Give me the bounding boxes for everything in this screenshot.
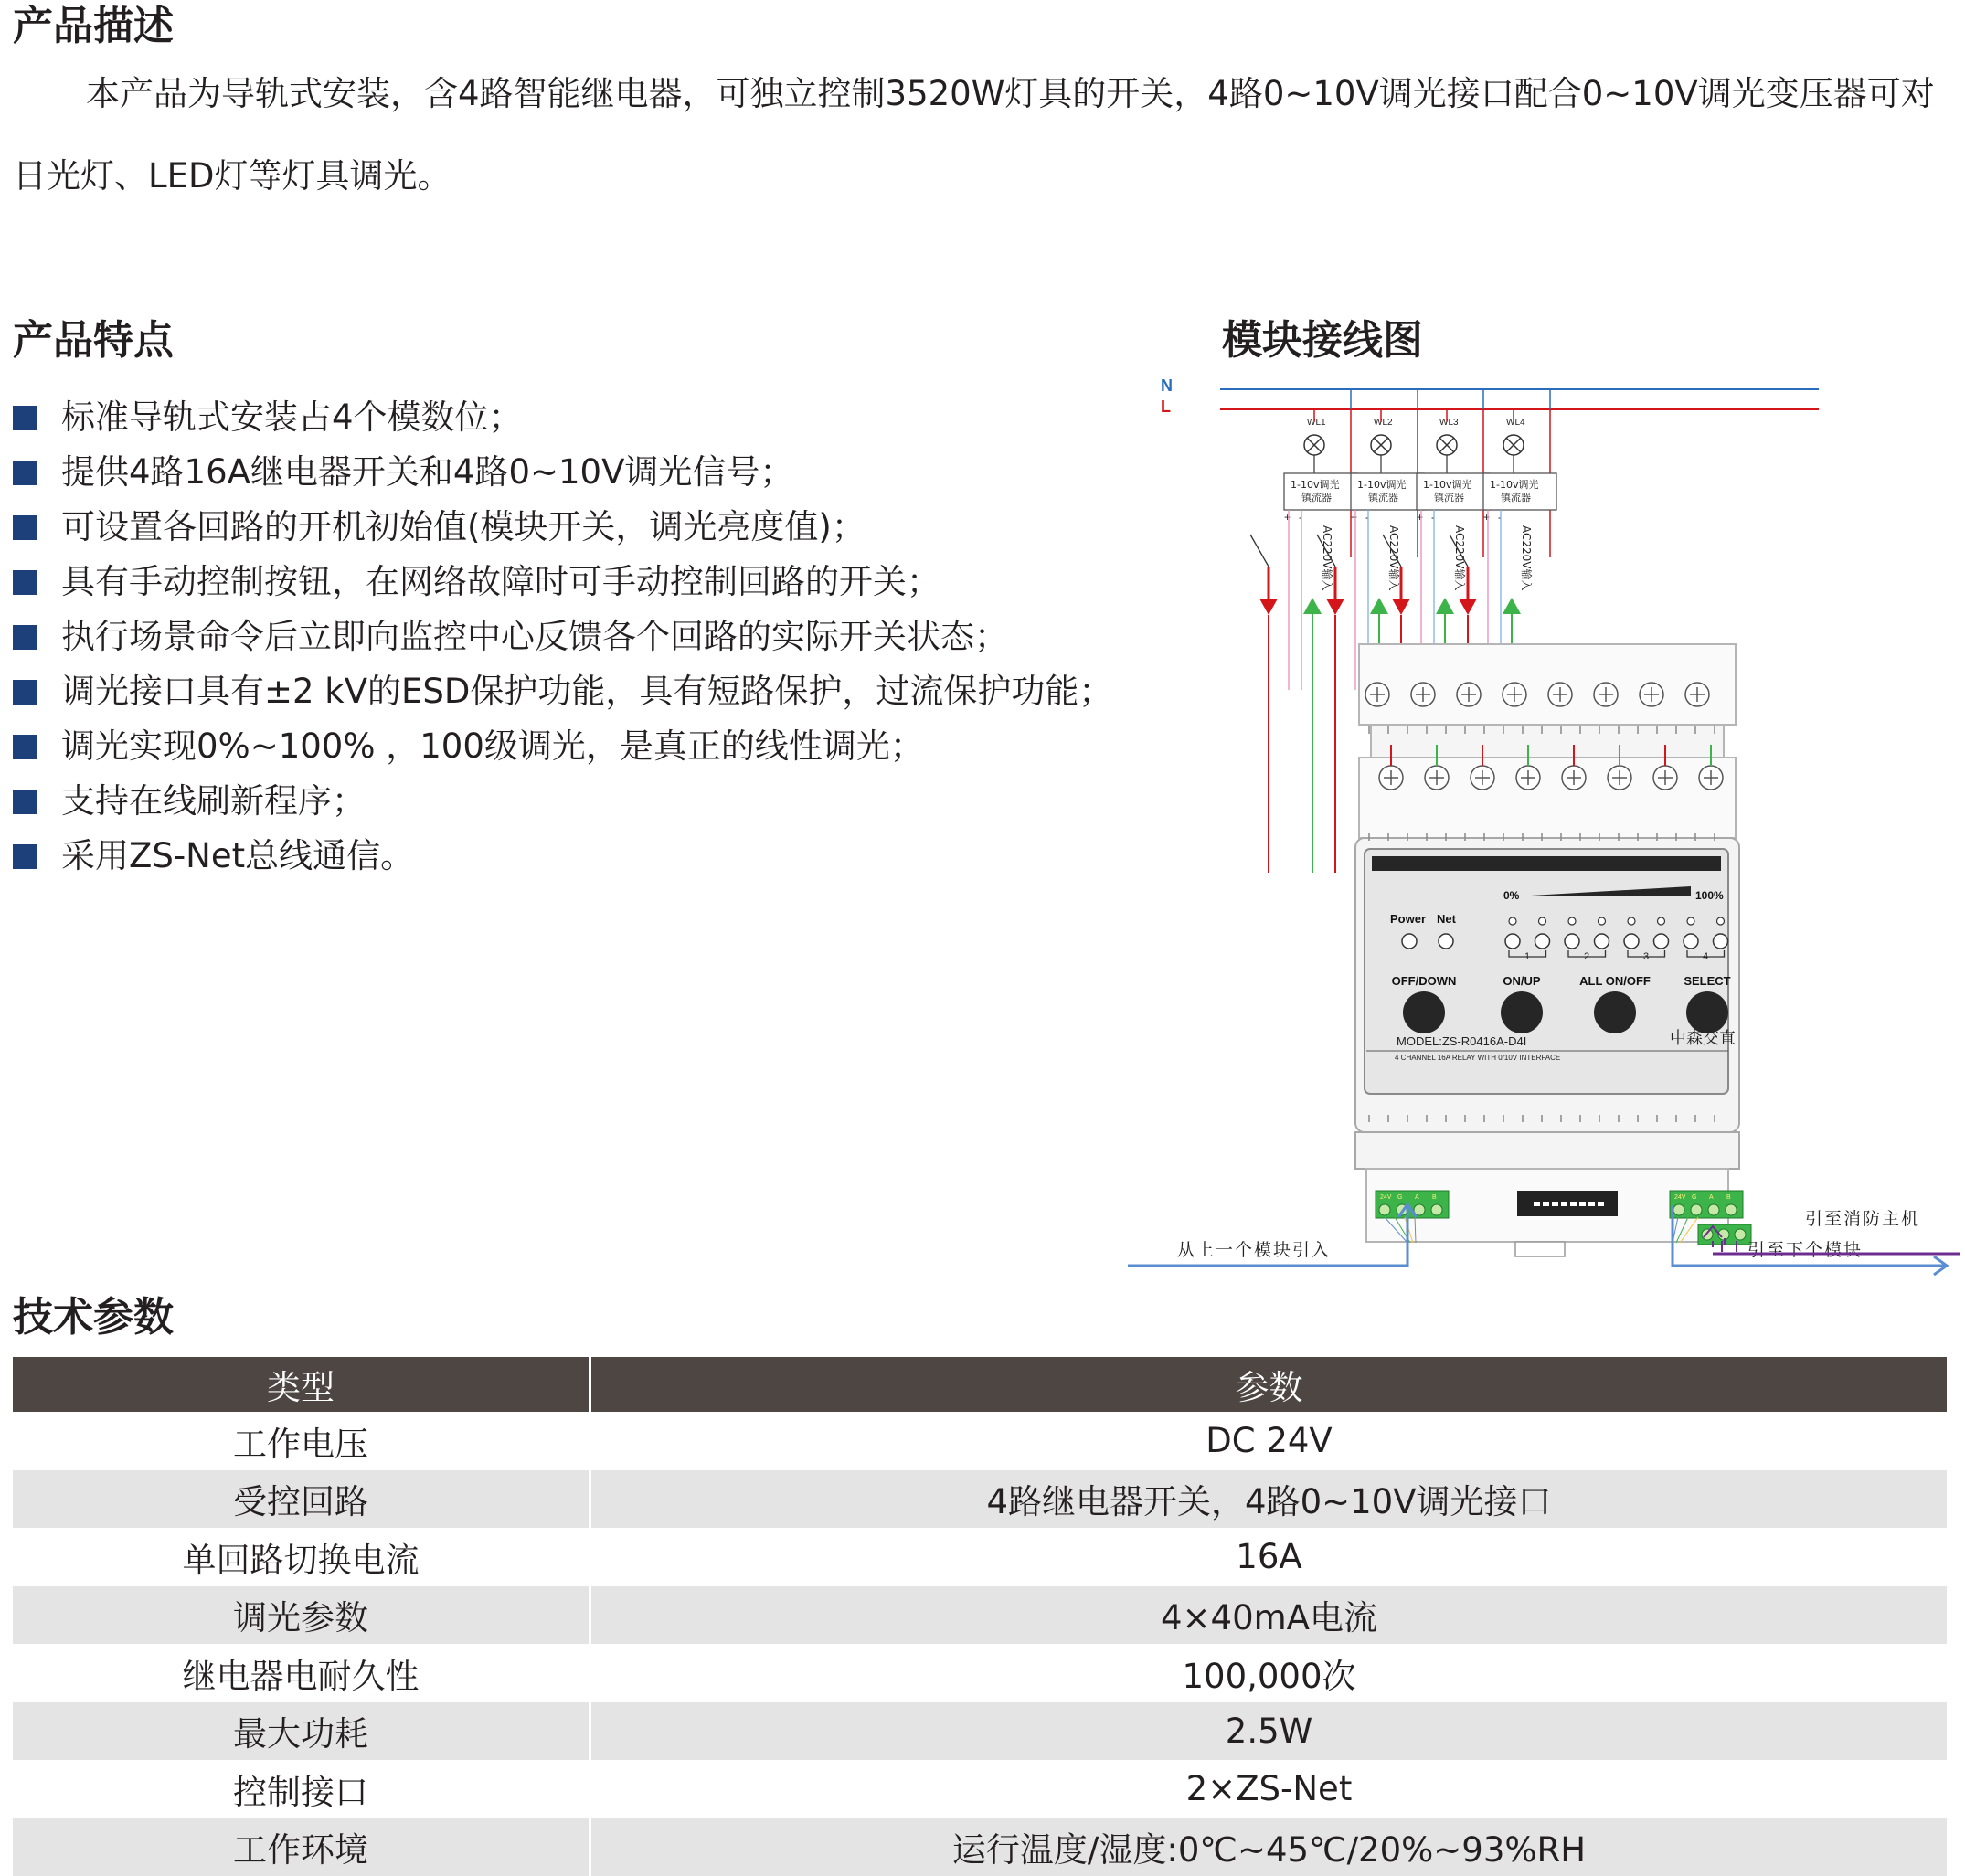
feature-item: 采用ZS-Net总线通信。 [13, 829, 1112, 884]
button-label: OFF/DOWN [1392, 974, 1457, 988]
feature-item: 执行场景命令后立即向监控中心反馈各个回路的实际开关状态； [13, 609, 1112, 664]
screw-icon [1735, 1229, 1746, 1240]
level-led [1509, 917, 1516, 925]
dip-position [1579, 1202, 1586, 1206]
bus-pin-label: G [1692, 1194, 1696, 1201]
up-arrow-icon [1436, 598, 1454, 614]
brand-label: 中森交直 [1670, 1029, 1736, 1048]
table-row: 单回路切换电流 16A [13, 1528, 1947, 1586]
load-circuit [1250, 389, 1357, 873]
pct-high-label: 100% [1695, 889, 1724, 902]
bus-pin-label: A [1709, 1194, 1714, 1201]
square-bullet-icon [13, 844, 37, 869]
dip-position [1588, 1202, 1595, 1206]
ballast-label: 镇流器 [1368, 491, 1398, 503]
plus-mark: + [1417, 511, 1423, 524]
screw-icon [1379, 1204, 1390, 1215]
button-label: ALL ON/OFF [1579, 974, 1651, 988]
level-led [1599, 917, 1606, 925]
square-bullet-icon [13, 790, 37, 814]
load-label: WL2 [1374, 418, 1393, 428]
features-list [13, 390, 1112, 884]
feature-item: 提供4路16A继电器开关和4路0~10V调光信号； [13, 445, 1112, 500]
screw-icon [1691, 1204, 1702, 1215]
column-header-type: 类型 [13, 1357, 590, 1412]
dip-position [1561, 1202, 1567, 1206]
description-paragraph [13, 53, 1960, 217]
channel-number: 2 [1584, 951, 1589, 962]
down-arrow-icon [1259, 599, 1278, 615]
table-header-row [13, 1357, 1947, 1412]
channel-led [1624, 934, 1639, 949]
channel-led [1565, 934, 1579, 949]
bus-pin-label: 24V [1674, 1194, 1686, 1201]
ballast-label: 镇流器 [1501, 491, 1531, 503]
square-bullet-icon [13, 515, 37, 540]
channel-led [1654, 934, 1669, 949]
specs-heading: 技术参数 [13, 1284, 174, 1342]
from-prev-label: 从上一个模块引入 [1177, 1240, 1331, 1260]
channel-number: 3 [1643, 951, 1649, 962]
bus-pin-label: A [1415, 1194, 1419, 1201]
to-next-label: 引至下个模块 [1747, 1240, 1863, 1260]
channel-led [1684, 934, 1698, 949]
square-bullet-icon [13, 680, 37, 705]
description-heading: 产品描述 [13, 0, 174, 51]
model-label: MODEL:ZS-R0416A-D4I [1397, 1034, 1526, 1048]
square-bullet-icon [13, 625, 37, 650]
bus-terminal-right [1670, 1191, 1743, 1218]
screw-icon [1431, 1204, 1442, 1215]
table-row: 受控回路 4路继电器开关，4路0~10V调光接口 [13, 1470, 1947, 1529]
dip-position [1534, 1202, 1540, 1206]
dip-position [1570, 1202, 1577, 1206]
square-bullet-icon [13, 406, 37, 430]
load-label: WL3 [1439, 418, 1459, 428]
features-heading: 产品特点 [13, 307, 174, 366]
wiring-diagram [1106, 375, 1965, 1288]
channel-number: 1 [1524, 951, 1530, 962]
minus-mark: - [1498, 511, 1502, 524]
down-arrow-icon [1392, 599, 1410, 615]
dip-position [1543, 1202, 1549, 1206]
table-row: 继电器电耐久性 100,000次 [13, 1644, 1947, 1702]
down-arrow-icon [1326, 599, 1344, 615]
ballast-label: 1-10v调光 [1423, 478, 1471, 491]
plus-mark: + [1284, 511, 1291, 524]
table-row: 调光参数 4×40mA电流 [13, 1586, 1947, 1645]
up-arrow-icon [1503, 598, 1521, 614]
level-led [1568, 917, 1576, 925]
description-text: 本产品为导轨式安装，含4路智能继电器，可独立控制3520W灯具的开关，4路0~10V调光接口配合0~10V调光变压器可对日光灯、LED灯等灯具调光。 [13, 74, 1935, 196]
panel-button[interactable] [1403, 991, 1445, 1033]
feature-item: 可设置各回路的开机初始值(模块开关，调光亮度值)； [13, 500, 1112, 555]
square-bullet-icon [13, 461, 37, 485]
channel-led [1714, 934, 1728, 949]
minus-mark: - [1431, 511, 1435, 524]
module-base [1355, 1132, 1739, 1169]
live-label: L [1161, 397, 1171, 416]
power-led [1402, 934, 1417, 949]
dip-position [1598, 1202, 1604, 1206]
minus-mark: - [1299, 511, 1302, 524]
up-arrow-icon [1303, 598, 1322, 614]
rail-clip [1515, 1242, 1565, 1256]
diagram-heading: 模块接线图 [1222, 307, 1423, 366]
bus-pin-label: B [1726, 1194, 1731, 1201]
feature-item: 支持在线刷新程序； [13, 774, 1112, 829]
panel-button[interactable] [1686, 991, 1728, 1033]
level-led [1628, 917, 1635, 925]
feature-item: 具有手动控制按钮，在网络故障时可手动控制回路的开关； [13, 555, 1112, 609]
neutral-label: N [1161, 376, 1173, 395]
bus-pin-label: G [1397, 1194, 1402, 1201]
ballast-label: 1-10v调光 [1357, 478, 1406, 491]
plus-mark: + [1483, 511, 1490, 524]
panel-button[interactable] [1594, 991, 1636, 1033]
power-label: Power [1390, 912, 1426, 926]
feature-item: 标准导轨式安装占4个模数位； [13, 390, 1112, 445]
level-led [1687, 917, 1694, 925]
model-subtitle: 4 CHANNEL 16A RELAY WITH 0/10V INTERFACE [1395, 1054, 1560, 1062]
plus-mark: + [1351, 511, 1357, 524]
specs-table [13, 1357, 1947, 1876]
load-label: WL4 [1506, 418, 1525, 428]
square-bullet-icon [13, 735, 37, 759]
channel-number: 4 [1703, 951, 1708, 962]
ballast-label: 镇流器 [1434, 491, 1464, 503]
level-led [1717, 917, 1725, 925]
ballast-label: 镇流器 [1301, 491, 1332, 503]
table-row: 最大功耗 2.5W [13, 1702, 1947, 1761]
table-row: 工作环境 运行温度/湿度:0℃~45℃/20%~93%RH [13, 1818, 1947, 1876]
screw-icon [1726, 1204, 1737, 1215]
pct-low-label: 0% [1503, 889, 1520, 902]
channel-led [1535, 934, 1550, 949]
screw-icon [1673, 1204, 1684, 1215]
up-arrow-icon [1370, 598, 1388, 614]
panel-button[interactable] [1501, 991, 1543, 1033]
feature-item: 调光接口具有±2 kV的ESD保护功能，具有短路保护，过流保护功能； [13, 664, 1112, 719]
ballast-label: 1-10v调光 [1291, 478, 1339, 491]
channel-led [1595, 934, 1609, 949]
feature-item: 调光实现0%~100% ，100级调光，是真正的线性调光； [13, 719, 1112, 774]
to-fire-label: 引至消防主机 [1805, 1209, 1920, 1229]
ac-input-label: AC220V输入 [1520, 525, 1534, 591]
ac-input-label: AC220V输入 [1321, 525, 1334, 591]
load-label: WL1 [1307, 418, 1326, 428]
button-label: ON/UP [1503, 974, 1541, 988]
table-row: 控制接口 2×ZS-Net [13, 1760, 1947, 1818]
net-led [1439, 934, 1453, 949]
ballast-label: 1-10v调光 [1490, 478, 1538, 491]
screw-icon [1702, 1229, 1713, 1240]
square-bullet-icon [13, 570, 37, 595]
bus-pin-label: B [1432, 1194, 1437, 1201]
screw-icon [1708, 1204, 1719, 1215]
bus-terminal-left [1376, 1191, 1449, 1218]
table-row: 工作电压 DC 24V [13, 1412, 1947, 1470]
level-led [1658, 917, 1665, 925]
bus-pin-label: 24V [1380, 1194, 1392, 1201]
channel-led [1505, 934, 1520, 949]
lower-terminal-block [1359, 758, 1736, 838]
minus-mark: - [1365, 511, 1369, 524]
ac-input-label: AC220V输入 [1387, 525, 1401, 591]
level-led [1539, 917, 1546, 925]
down-arrow-icon [1459, 599, 1477, 615]
dip-position [1552, 1202, 1558, 1206]
column-header-params: 参数 [590, 1357, 1948, 1412]
button-label: SELECT [1684, 974, 1730, 988]
panel-top-strip [1372, 856, 1721, 871]
net-label: Net [1437, 912, 1457, 926]
ac-input-label: AC220V输入 [1453, 525, 1467, 591]
